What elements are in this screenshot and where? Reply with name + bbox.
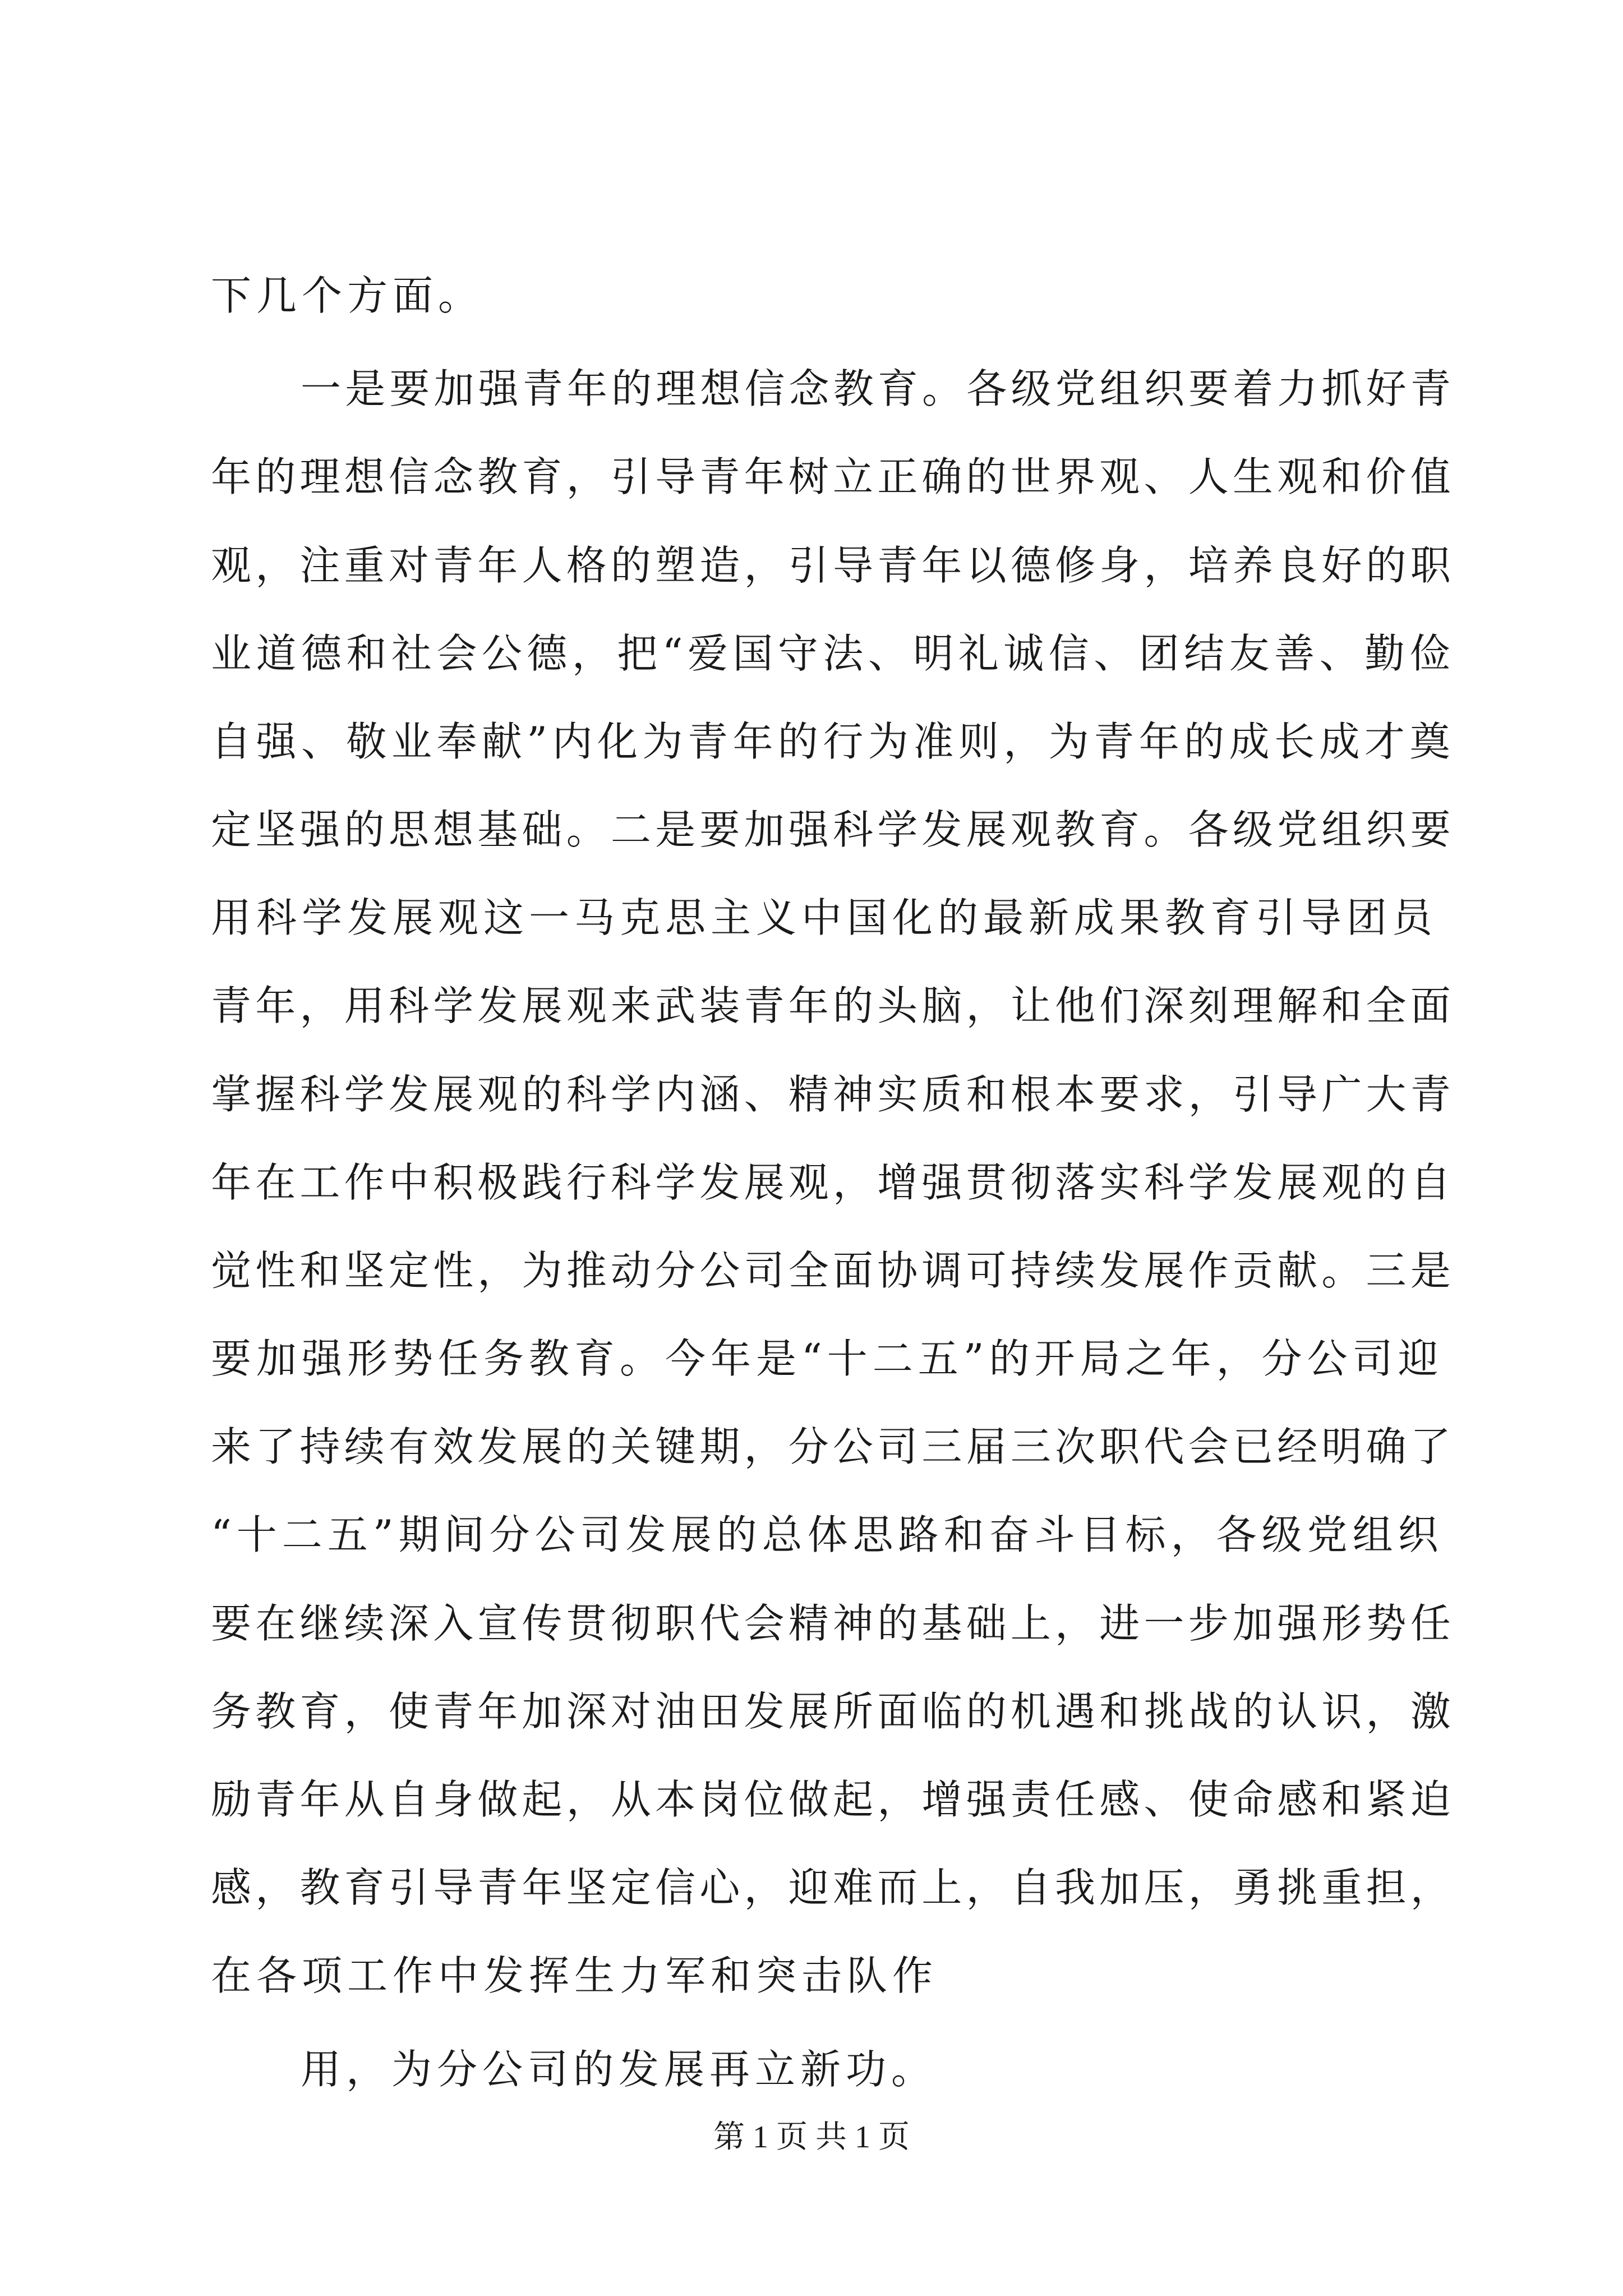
text-line-15: “十二五”期间分公司发展的总体思路和奋斗目标，各级党组织 <box>211 1511 1444 1558</box>
page-number-footer: 第 1 页 共 1 页 <box>713 2120 910 2155</box>
text-line-4: 观，注重对青年人格的塑造，引导青年以德修身，培养良好的职 <box>211 542 1455 589</box>
text-line-1: 下几个方面。 <box>211 272 484 319</box>
text-line-8: 用科学发展观这一马克思主义中国化的最新成果教育引导团员 <box>211 894 1438 941</box>
text-line-14: 来了持续有效发展的关键期，分公司三届三次职代会已经明确了 <box>211 1423 1455 1470</box>
text-line-7: 定坚强的思想基础。二是要加强科学发展观教育。各级党组织要 <box>211 806 1455 853</box>
text-line-16: 要在继续深入宣传贯彻职代会精神的基础上，进一步加强形势任 <box>211 1600 1455 1647</box>
text-line-6: 自强、敬业奉献”内化为青年的行为准则，为青年的成长成才奠 <box>211 718 1455 765</box>
text-line-12: 觉性和坚定性，为推动分公司全面协调可持续发展作贡献。三是 <box>211 1247 1455 1294</box>
text-line-11: 年在工作中积极践行科学发展观，增强贯彻落实科学发展观的自 <box>211 1159 1455 1206</box>
text-line-18: 励青年从自身做起，从本岗位做起，增强责任感、使命感和紧迫 <box>211 1776 1455 1823</box>
text-line-13: 要加强形势任务教育。今年是“十二五”的开局之年，分公司迎 <box>211 1335 1444 1382</box>
text-line-10: 掌握科学发展观的科学内涵、精神实质和根本要求，引导广大青 <box>211 1071 1455 1118</box>
text-line-21: 用，为分公司的发展再立新功。 <box>301 2046 937 2093</box>
text-line-5: 业道德和社会公德，把“爱国守法、明礼诚信、团结友善、勤俭 <box>211 630 1455 677</box>
text-line-20: 在各项工作中发挥生力军和突击队作 <box>211 1952 938 1999</box>
text-line-19: 感，教育引导青年坚定信心，迎难而上，自我加压，勇挑重担， <box>211 1864 1455 1911</box>
text-line-17: 务教育，使青年加深对油田发展所面临的机遇和挑战的认识，激 <box>211 1688 1455 1735</box>
text-line-2: 一是要加强青年的理想信念教育。各级党组织要着力抓好青 <box>301 365 1455 412</box>
text-line-9: 青年，用科学发展观来武装青年的头脑，让他们深刻理解和全面 <box>211 982 1455 1029</box>
text-line-3: 年的理想信念教育，引导青年树立正确的世界观、人生观和价值 <box>211 453 1455 500</box>
